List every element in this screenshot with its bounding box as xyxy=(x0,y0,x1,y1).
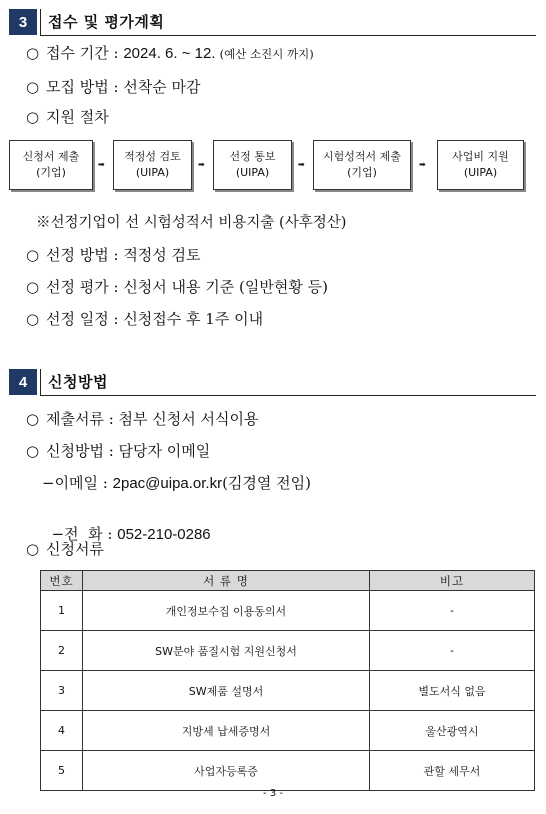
cost-note: ※선정기업이 선 시험성적서 비용지출 (사후정산) xyxy=(36,215,347,231)
support-procedure: ○ 지원 절차 xyxy=(26,108,109,126)
selection-method: ○ 선정 방법 : 적정성 검토 xyxy=(26,246,201,264)
section-number: 4 xyxy=(9,369,37,395)
flow-step: 신청서 제출 (기업) xyxy=(9,140,93,190)
col-number: 번호 xyxy=(41,571,83,591)
col-doc-name: 서 류 명 xyxy=(83,571,370,591)
col-note: 비고 xyxy=(370,571,535,591)
table-row: 3 SW제품 설명서 별도서식 없음 xyxy=(41,671,535,711)
flow-step: 적정성 검토 (UIPA) xyxy=(113,140,192,190)
section-title: 신청방법 xyxy=(48,373,108,391)
apply-method: ○ 신청방법 : 담당자 이메일 xyxy=(26,442,211,460)
bullet-circle-icon: ○ xyxy=(26,108,40,126)
bullet-circle-icon: ○ xyxy=(26,540,40,558)
bullet-circle-icon: ○ xyxy=(26,78,40,96)
header-underline xyxy=(40,35,536,36)
section-number: 3 xyxy=(9,9,37,35)
contact-phone: −전 화 : 052-210-0286 xyxy=(51,525,211,543)
bullet-circle-icon: ○ xyxy=(26,310,40,328)
flow-step: 선정 통보 (UIPA) xyxy=(213,140,292,190)
flow-step: 시험성적서 제출 (기업) xyxy=(313,140,411,190)
page-number: - 3 - xyxy=(263,788,283,799)
reception-period: ○ 접수 기간 : 2024. 6. ~ 12. (예산 소진시 까지) xyxy=(26,44,314,62)
section-4-header xyxy=(9,369,536,396)
table-row: 2 SW분야 품질시험 지원신청서 - xyxy=(41,631,535,671)
flow-step: 사업비 지원 (UIPA) xyxy=(437,140,524,190)
arrow-right-icon: ➡ xyxy=(98,160,105,169)
email-link[interactable]: 2pac@uipa.or.kr xyxy=(112,475,223,492)
bullet-circle-icon: ○ xyxy=(26,44,40,62)
header-divider xyxy=(40,9,41,36)
table-row: 5 사업자등록증 관할 세무서 xyxy=(41,751,535,791)
contact-email: −이메일 : 2pac@uipa.or.kr(김경열 전임) xyxy=(42,474,312,492)
arrow-right-icon: ➡ xyxy=(198,160,205,169)
submit-docs: ○ 제출서류 : 첨부 신청서 서식이용 xyxy=(26,410,259,428)
bullet-circle-icon: ○ xyxy=(26,442,40,460)
documents-table xyxy=(40,570,535,791)
bullet-circle-icon: ○ xyxy=(26,410,40,428)
apply-docs: ○ 신청서류 xyxy=(26,540,104,558)
arrow-right-icon: ➡ xyxy=(419,160,426,169)
recruit-method: ○ 모집 방법 : 선착순 마감 xyxy=(26,78,201,96)
section-title: 접수 및 평가계획 xyxy=(48,13,165,31)
header-underline xyxy=(40,395,536,396)
table-header-row xyxy=(41,571,535,591)
selection-eval: ○ 선정 평가 : 신청서 내용 기준 (일반현황 등) xyxy=(26,278,328,296)
bullet-circle-icon: ○ xyxy=(26,246,40,264)
header-divider xyxy=(40,369,41,396)
table-row: 1 개인정보수집 이용동의서 - xyxy=(41,591,535,631)
table-row: 4 지방세 납세증명서 울산광역시 xyxy=(41,711,535,751)
procedure-flow xyxy=(9,140,541,190)
arrow-right-icon: ➡ xyxy=(298,160,305,169)
bullet-circle-icon: ○ xyxy=(26,278,40,296)
section-3-header xyxy=(9,9,536,36)
selection-date: ○ 선정 일정 : 신청접수 후 1주 이내 xyxy=(26,310,264,328)
